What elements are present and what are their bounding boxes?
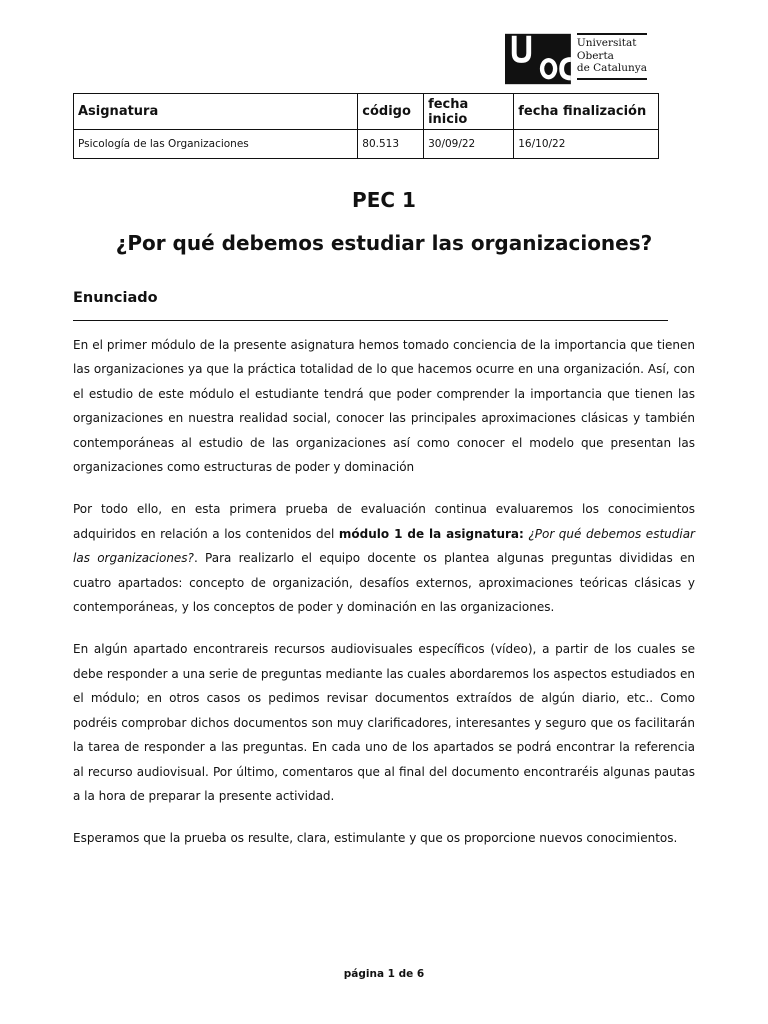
cell-codigo: 80.513 (358, 130, 424, 159)
logo-line-2: Oberta (576, 49, 614, 62)
uoc-logo-text (577, 33, 647, 80)
body-text (73, 333, 695, 869)
page-title: PEC 1 (352, 188, 416, 212)
section-divider (73, 320, 668, 321)
course-info-table (73, 93, 659, 159)
table-row (74, 130, 659, 159)
uoc-logo (505, 33, 647, 85)
section-heading: Enunciado (73, 290, 158, 306)
paragraph-4: Esperamos que la prueba os resulte, clara, estimulante y que os proporcione nuevos conocimientos. (73, 831, 678, 846)
cell-asignatura: Psicología de las Organizaciones (74, 130, 358, 159)
paragraph-2-italic: ¿Por qué debemos estudiar las organizaciones? (73, 526, 695, 566)
cell-fecha-inicio: 30/09/22 (424, 130, 514, 159)
header-asignatura: Asignatura (74, 94, 358, 130)
logo-line-3: de Catalunya (576, 62, 647, 74)
page-subtitle: ¿Por qué debemos estudiar las organizaciones? (115, 231, 653, 255)
paragraph-2-part-2: . Para realizarlo el equipo docente os plantea algunas preguntas divididas en cuatro apartados: concepto de organización, desafíos externos, aproximaciones teóricas clásicas y contemporáneas, y los conceptos de poder y dominación en las organizaciones. (73, 551, 695, 615)
paragraph-2-bold: módulo 1 de la asignatura: (338, 526, 524, 541)
cell-fecha-finalizacion: 16/10/22 (514, 130, 659, 159)
paragraph-1: En el primer módulo de la presente asignatura hemos tomado conciencia de la importancia que tienen las organizaciones ya que la práctica totalidad de lo que hacemos ocurre en una organización. Así, con el estudio de este módulo el estudiante tendrá que poder comprender la importancia que tienen las organizaciones en nuestra realidad social, conocer las principales aproximaciones clásicas y también contemporáneas al estudio de las organizaciones así como conocer el modelo que presentan las organizaciones como estructuras de poder y dominación (73, 338, 695, 475)
logo-line-1: Universitat (576, 37, 637, 49)
paragraph-3: En algún apartado encontrareis recursos audiovisuales específicos (vídeo), a partir de los cuales se debe responder a una serie de preguntas mediante las cuales abordaremos los aspectos estudiados en el módulo; en otros casos os pedimos revisar documentos extraídos de algún diario, etc.. Como podréis comprobar dichos documentos son muy clarificadores, interesantes y seguro que os facilitarán la tarea de responder a las preguntas. En cada uno de los apartados se podrá encontrar la referencia al recurso audiovisual. Por último, comentaros que al final del documento encontraréis algunas pautas a la hora de preparar la presente actividad. (73, 642, 695, 803)
uoc-logo-mark (505, 33, 571, 85)
page-number: página 1 de 6 (343, 968, 425, 980)
header-fecha-inicio: fecha inicio (424, 94, 514, 130)
header-codigo: código (358, 94, 424, 130)
table-header-row (74, 94, 659, 130)
paragraph-2-part-1: Por todo ello, en esta primera prueba de evaluación continua evaluaremos los conocimientos adquiridos en relación a los contenidos del (73, 502, 695, 541)
paragraph-2 (73, 497, 695, 619)
header-fecha-finalizacion: fecha finalización (514, 94, 659, 130)
